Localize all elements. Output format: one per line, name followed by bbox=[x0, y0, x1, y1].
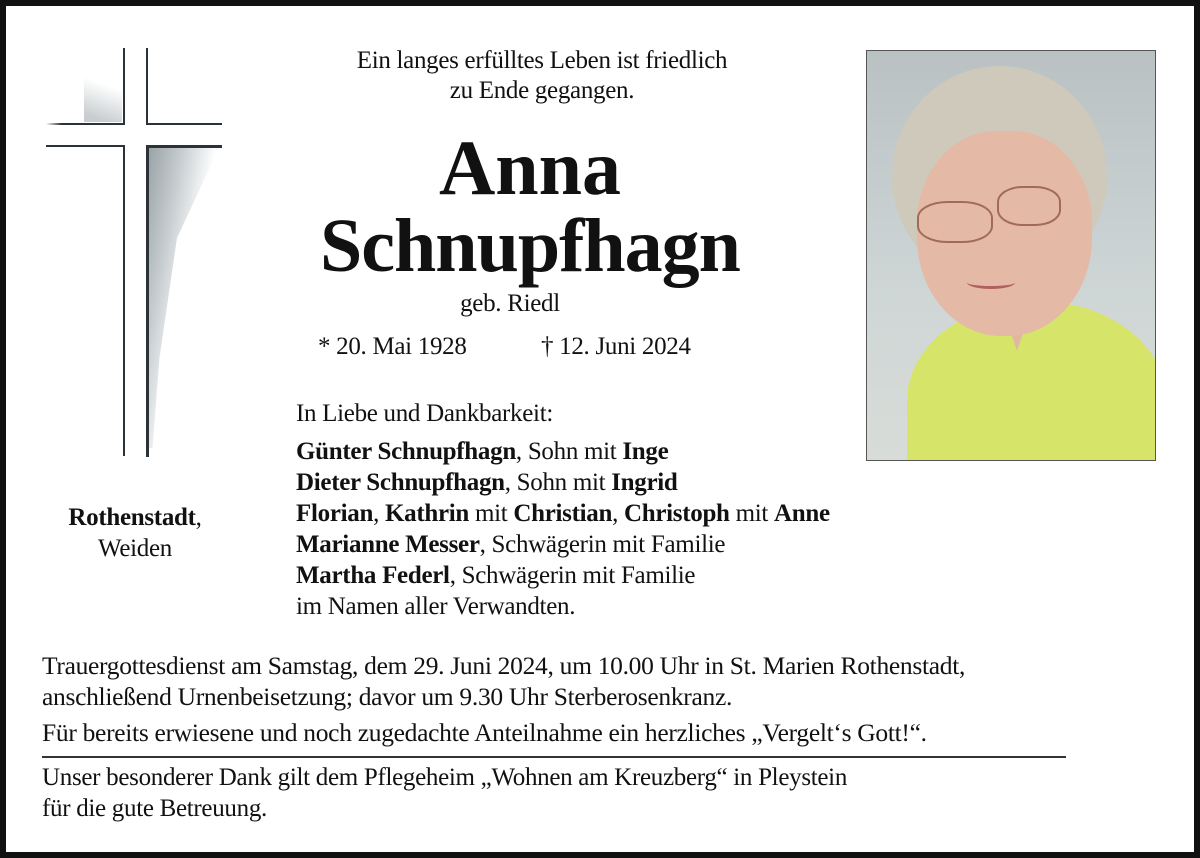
divider bbox=[42, 756, 1066, 758]
mourner-relation: im Namen aller Verwandten. bbox=[296, 593, 576, 620]
thanks-text: Für bereits erwiesene und noch zugedachte Anteilnahme ein herzliches „Vergelt‘s Gott!“. bbox=[42, 718, 927, 747]
deceased-first-name: Anna bbox=[438, 124, 622, 211]
service-line: Trauergottesdienst am Samstag, dem 29. Juni 2024, um 10.00 Uhr in St. Marien Rothenstadt, bbox=[42, 651, 966, 680]
maiden-name: geb. Riedl bbox=[460, 290, 560, 317]
mourner-name: Christoph bbox=[623, 500, 730, 527]
mourners-heading: In Liebe und Dankbarkeit: bbox=[296, 400, 553, 427]
mourner-relation: , Sohn mit bbox=[515, 438, 623, 465]
mourner-relation: mit bbox=[729, 500, 774, 527]
city: Weiden bbox=[98, 535, 172, 562]
deceased-last-name: Schnupfhagn bbox=[320, 204, 740, 288]
comma: , bbox=[195, 504, 202, 531]
mourner-line bbox=[296, 467, 830, 498]
mourner-name: Anne bbox=[774, 500, 830, 527]
special-thanks-line: für die gute Betreuung. bbox=[42, 795, 267, 822]
service-line: anschließend Urnenbeisetzung; davor um 9.30 Uhr Sterberosenkranz. bbox=[42, 682, 733, 711]
mourners-list bbox=[296, 436, 830, 622]
mourner-line bbox=[296, 591, 830, 622]
mourner-name: Martha Federl bbox=[296, 562, 450, 589]
mourner-line bbox=[296, 529, 830, 560]
birth-date: * 20. Mai 1928 bbox=[318, 333, 467, 360]
mourner-relation: mit bbox=[469, 500, 514, 527]
service-info bbox=[42, 650, 965, 712]
mourner-name: Kathrin bbox=[384, 500, 470, 527]
mourner-relation: , bbox=[612, 500, 624, 527]
mourner-name: Günter Schnupfhagn bbox=[296, 438, 516, 465]
special-thanks-line: Unser besonderer Dank gilt dem Pflegeheim „Wohnen am Kreuzberg“ in Pleystein bbox=[42, 764, 848, 791]
mourner-line bbox=[296, 498, 830, 529]
death-date: † 12. Juni 2024 bbox=[541, 333, 691, 360]
place bbox=[40, 502, 230, 564]
mourner-name: Florian bbox=[296, 500, 374, 527]
town: Rothenstadt bbox=[68, 504, 196, 531]
mourner-name: Ingrid bbox=[611, 469, 678, 496]
mourner-relation: , bbox=[373, 500, 385, 527]
mourner-relation: , Sohn mit bbox=[504, 469, 612, 496]
portrait-photo bbox=[866, 50, 1156, 461]
mourner-relation: , Schwägerin mit Familie bbox=[479, 531, 726, 558]
intro-text bbox=[300, 46, 784, 106]
mourner-name: Marianne Messer bbox=[296, 531, 480, 558]
intro-line: Ein langes erfülltes Leben ist friedlich bbox=[356, 47, 728, 74]
mourner-name: Dieter Schnupfhagn bbox=[296, 469, 505, 496]
mourner-line bbox=[296, 560, 830, 591]
mourner-name: Christian bbox=[513, 500, 613, 527]
intro-line: zu Ende gegangen. bbox=[449, 77, 635, 104]
mourner-relation: , Schwägerin mit Familie bbox=[449, 562, 696, 589]
mourner-line bbox=[296, 436, 830, 467]
special-thanks bbox=[42, 762, 847, 824]
mourner-name: Inge bbox=[622, 438, 669, 465]
